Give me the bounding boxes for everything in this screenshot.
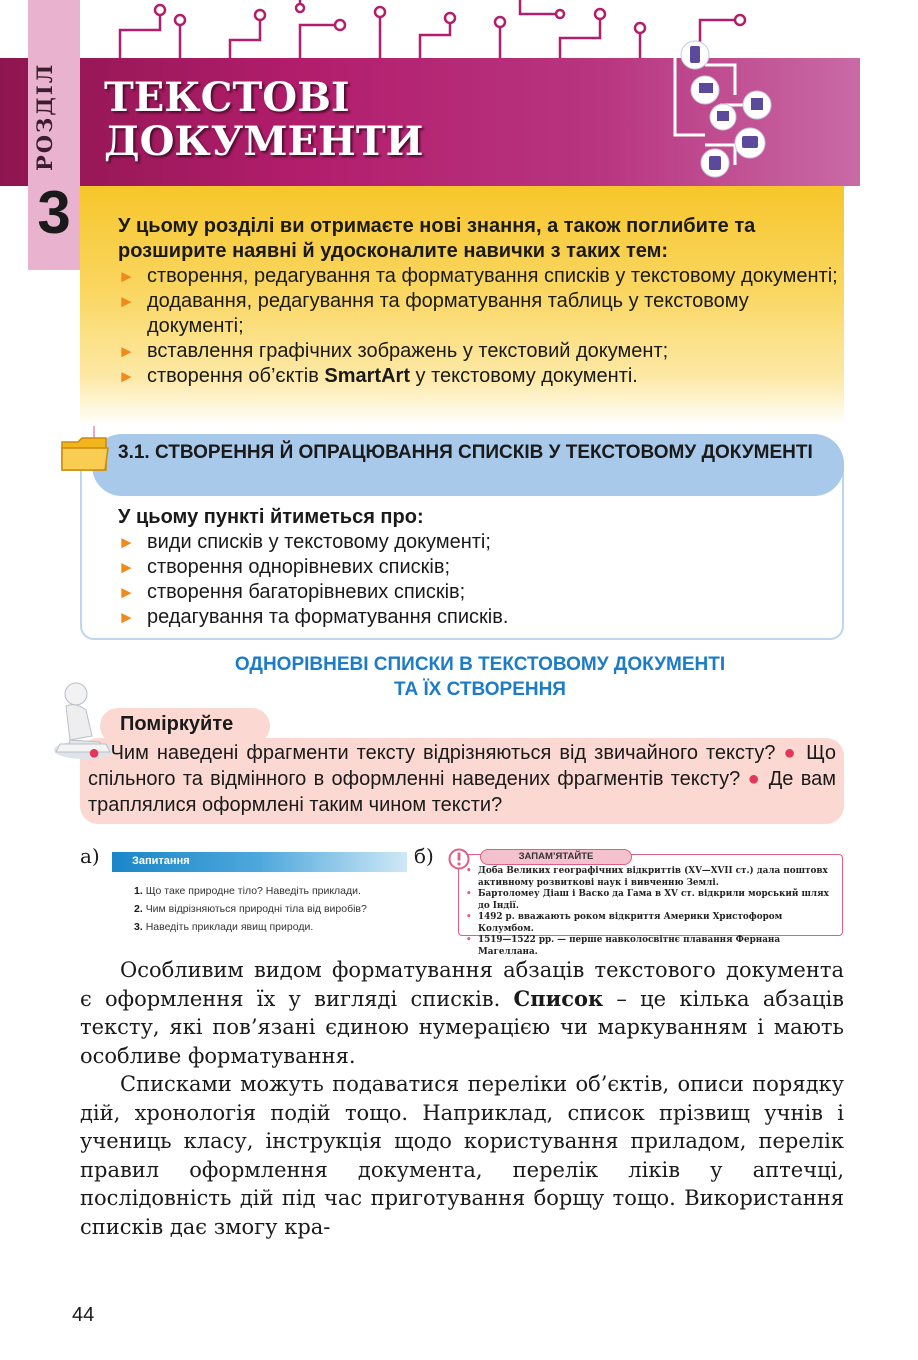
paragraph: Особливим видом форматування абзаців текстового документа є оформлення їх у вигляді списків. Список – це кілька абзаців тексту, які пов’язані єдиною нумерацією чи маркуванням і мають особливе форматування. — [80, 958, 845, 1068]
figure-a-item: 1. Що таке природне тіло? Наведіть приклади. — [134, 885, 361, 897]
figure-b-item: • 1519—1522 рр. — перше навколосвітнє плавання Фернана Магеллана. — [466, 935, 838, 958]
figure-b-item: • Доба Великих географічних відкриттів (XV—XVII ст.) дала поштовх активному розвиткові наук і вивченню Землі. — [466, 866, 838, 889]
arrow-bullet-icon: ► — [118, 267, 135, 286]
think-label: Поміркуйте — [120, 713, 234, 735]
think-questions: ● Чим наведені фрагменти тексту відрізняються від звичайного тексту? ● Що спільного та відмінного в оформленні наведених фрагментів тексту? ● Де вам траплялися оформлені таким чином тексти? — [88, 742, 836, 816]
arrow-bullet-icon: ► — [118, 583, 135, 602]
section-item: ► редагування та форматування списків. — [118, 606, 509, 628]
bullet-dot-icon: ● — [783, 742, 799, 764]
figure-a-header: Запитання — [112, 852, 407, 872]
arrow-bullet-icon: ► — [118, 533, 135, 552]
folder-icon — [60, 436, 110, 472]
bullet-dot-icon: ● — [88, 742, 103, 764]
figure-b-header: ЗАПАМ’ЯТАЙТЕ — [480, 849, 632, 865]
figure-a-label: а) — [80, 844, 100, 868]
arrow-bullet-icon: ► — [118, 342, 135, 361]
section-item: ► створення багаторівневих списків; — [118, 581, 466, 603]
subheading-line2: ТА ЇХ СТВОРЕННЯ — [394, 679, 566, 700]
page-number: 44 — [72, 1304, 95, 1326]
chapter-tab — [28, 0, 80, 270]
figure-a-item: 3. Наведіть приклади явищ природи. — [134, 921, 314, 933]
chapter-title-line2: ДОКУМЕНТИ — [104, 118, 424, 165]
arrow-bullet-icon: ► — [118, 292, 135, 311]
chapter-title-line1: ТЕКСТОВІ — [104, 74, 350, 121]
section-item: ► види списків у текстовому документі; — [118, 531, 491, 553]
figure-b-item: • Бартоломеу Діаш і Васко да Гама в XV ст. відкрили морський шлях до Індії. — [466, 889, 838, 912]
chapter-label: РОЗДІЛ — [32, 62, 57, 172]
devices-icon — [665, 35, 780, 185]
intro-item: ► створення об’єктів SmartArt у текстовому документі. — [118, 365, 638, 387]
intro-item: ► додавання, редагування та форматування таблиць у текстовому документі; — [118, 290, 749, 337]
bullet-dot-icon: ● — [747, 768, 762, 790]
figure-b-list — [466, 866, 838, 958]
circuit-decoration — [0, 0, 918, 60]
arrow-bullet-icon: ► — [118, 367, 135, 386]
figure-a-list — [134, 882, 414, 936]
figure-b-label: б) — [414, 844, 434, 868]
section-title: 3.1. СТВОРЕННЯ Й ОПРАЦЮВАННЯ СПИСКІВ У ТЕКСТОВОМУ ДОКУМЕНТІ — [118, 442, 813, 463]
paragraph: Списками можуть подаватися переліки об’єктів, описи порядку дій, хронологія подій тощо. Наприклад, список прізвищ учнів і учениць класу, інструкція щодо користування приладом, перелік правил оформлення документа, перелік ліків у аптечці, послідовність дій під час приготування борщу тощо. Використання списків дає змогу кра- — [80, 1072, 844, 1239]
intro-lead: У цьому розділі ви отримаєте нові знання, а також поглибите та розширите наявні й удосконалите навички з таких тем: — [118, 215, 756, 262]
section-contents — [118, 505, 818, 630]
section-item: ► створення однорівневих списків; — [118, 556, 451, 578]
arrow-bullet-icon: ► — [118, 558, 135, 577]
chapter-title — [104, 76, 624, 164]
circuit-decoration-icon — [0, 0, 918, 60]
intro-item: ► створення, редагування та форматування списків у текстовому документі; — [118, 265, 838, 287]
section-lead: У цьому пункті йтиметься про: — [118, 506, 424, 528]
chapter-number: 3 — [37, 179, 71, 246]
subheading-line1: ОДНОРІВНЕВІ СПИСКИ В ТЕКСТОВОМУ ДОКУМЕНТІ — [234, 654, 726, 675]
intro-item: ► вставлення графічних зображень у текстовий документ; — [118, 340, 669, 362]
subheading — [120, 652, 840, 702]
chapter-intro — [118, 214, 838, 389]
figure-b-item: • 1492 р. вважають роком відкриття Америки Христофором Колумбом. — [466, 912, 838, 935]
figure-a-item: 2. Чим відрізняються природні тіла від виробів? — [134, 903, 367, 915]
arrow-bullet-icon: ► — [118, 608, 135, 627]
body-text — [80, 956, 844, 1241]
